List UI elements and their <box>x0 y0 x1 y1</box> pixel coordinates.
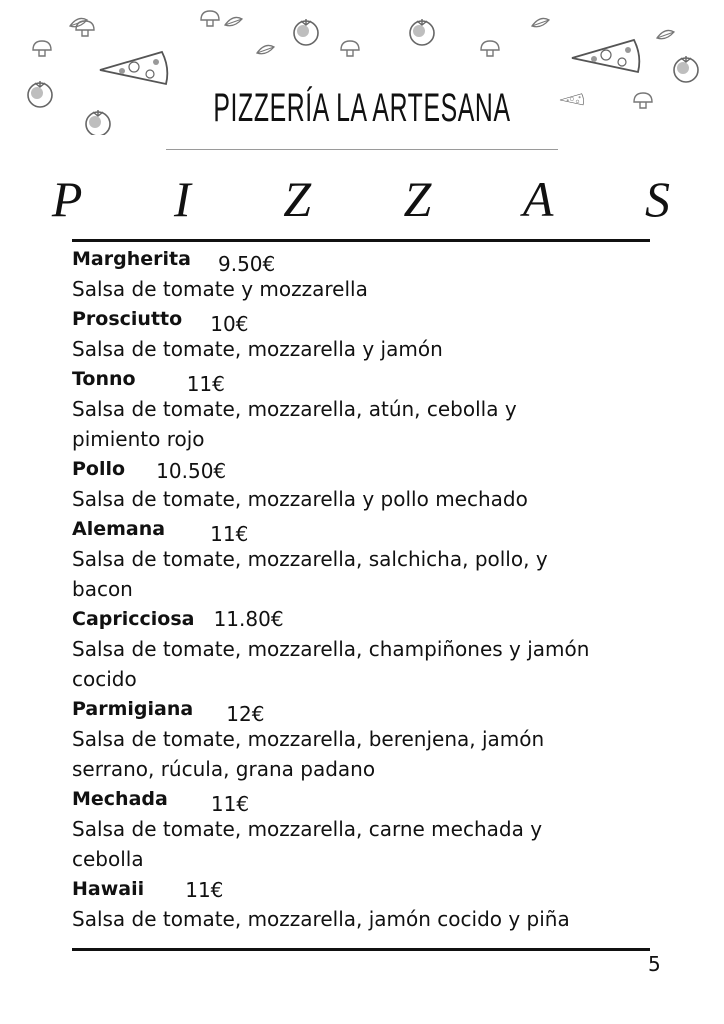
menu-item <box>72 304 592 364</box>
pizza-description: Salsa de tomate, mozzarella y jamón <box>72 337 443 361</box>
menu-item <box>72 244 592 304</box>
bottom-rule <box>72 948 650 951</box>
menu-item <box>72 364 592 454</box>
pizza-description: Salsa de tomate, mozzarella, berenjena, jamón serrano, rúcula, grana padano <box>72 727 545 781</box>
section-title: P I Z Z A S <box>51 171 711 227</box>
pizza-menu-list <box>72 244 592 934</box>
pizza-price: 9.50€ <box>218 252 276 276</box>
menu-item <box>72 514 592 604</box>
top-rule <box>72 239 650 242</box>
basil-leaf-icon <box>70 17 674 53</box>
pizza-price: 11.80€ <box>213 607 284 631</box>
pizza-description: Salsa de tomate, mozzarella, salchicha, pollo, y bacon <box>72 547 548 601</box>
pizza-name: Margherita <box>72 248 191 270</box>
menu-item <box>72 454 592 514</box>
pizza-price: 11€ <box>210 522 249 546</box>
pizza-description: Salsa de tomate, mozzarella, atún, cebolla y pimiento rojo <box>72 397 517 451</box>
pizza-description: Salsa de tomate, mozzarella, champiñones y jamón cocido <box>72 637 590 691</box>
pizza-price: 12€ <box>226 702 265 726</box>
pizza-price: 10€ <box>210 312 249 336</box>
pizza-price: 10.50€ <box>156 459 227 483</box>
menu-item <box>72 784 592 874</box>
pizza-name: Hawaii <box>72 878 145 900</box>
page-number: 5 <box>648 952 661 976</box>
pizza-name: Mechada <box>72 788 168 810</box>
pizza-name: Pollo <box>72 458 126 480</box>
pizza-name: Capricciosa <box>72 608 195 630</box>
pizza-description: Salsa de tomate y mozzarella <box>72 277 368 301</box>
pizza-name: Prosciutto <box>72 308 183 330</box>
pizza-price: 11€ <box>185 878 224 902</box>
pizza-description: Salsa de tomate, mozzarella y pollo mechado <box>72 487 528 511</box>
menu-item <box>72 604 592 694</box>
pizza-name: Alemana <box>72 518 166 540</box>
pizza-price: 11€ <box>186 372 225 396</box>
pizza-description: Salsa de tomate, mozzarella, carne mechada y cebolla <box>72 817 543 871</box>
restaurant-name: PIZZERÍA LA ARTESANA <box>213 86 511 130</box>
header-divider <box>166 149 558 150</box>
menu-item <box>72 694 592 784</box>
pizza-description: Salsa de tomate, mozzarella, jamón cocido y piña <box>72 907 570 931</box>
menu-item <box>72 874 592 934</box>
pizza-price: 11€ <box>210 792 250 816</box>
pizza-name: Parmigiana <box>72 698 194 720</box>
pizza-name: Tonno <box>72 368 136 390</box>
